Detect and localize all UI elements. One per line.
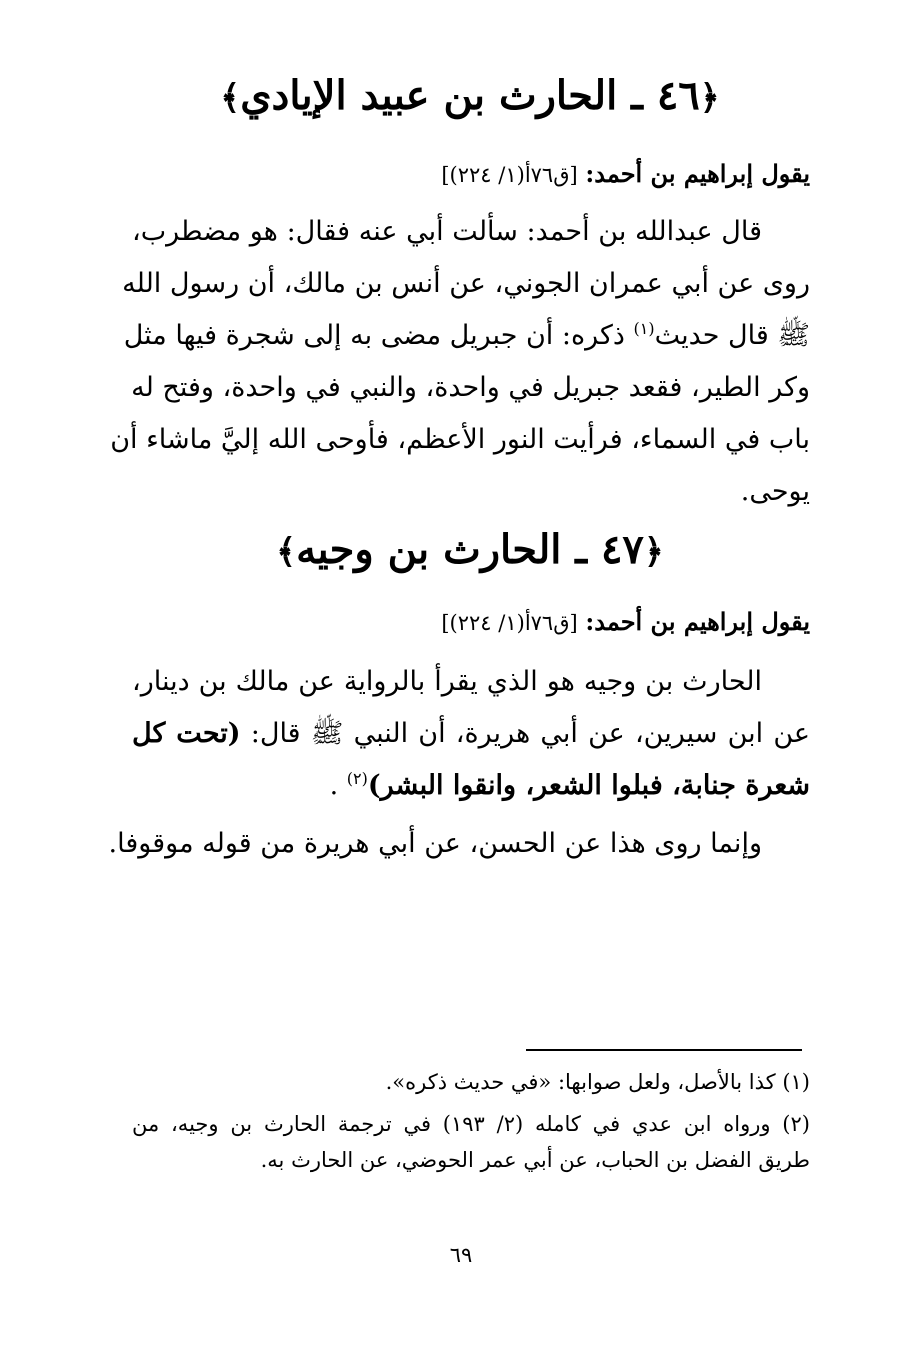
manuscript-reference: [ق٧٦أ(١/ ٢٢٤)] bbox=[441, 611, 578, 635]
ornament-close-icon: ﴾ bbox=[220, 78, 241, 118]
entry-46-paragraph bbox=[110, 206, 810, 518]
entry-47-narrator bbox=[110, 604, 810, 641]
ornament-close-icon: ﴾ bbox=[276, 532, 297, 572]
page-number: ٦٩ bbox=[449, 1243, 473, 1267]
footnote-marker-1: (١) bbox=[633, 319, 655, 338]
paragraph-line: روى عن أبي عمران الجوني، عن أنس بن مالك، أن رسول الله bbox=[122, 268, 810, 299]
entry-47-paragraph bbox=[132, 656, 810, 812]
footnotes bbox=[132, 1064, 810, 1178]
paragraph-line: شعرة جنابة، فبلوا الشعر، وانقوا البشر)$^{(٢)}$ . bbox=[329, 769, 810, 801]
narrator-label: يقول إبراهيم بن أحمد: bbox=[585, 159, 810, 188]
footnote-marker-2: (٢) bbox=[346, 769, 368, 788]
ornament-open-icon: ﴿ bbox=[643, 532, 664, 572]
hadith-text: شعرة جنابة، فبلوا الشعر، وانقوا البشر) bbox=[367, 770, 810, 801]
footnote-1: (١) كذا بالأصل، ولعل صوابها: «في حديث ذكره». bbox=[385, 1070, 810, 1094]
entry-47-paragraph-2 bbox=[108, 818, 810, 870]
footnote-2-continuation: طريق الفضل بن الحباب، عن أبي عمر الحوضي، عن الحارث به. bbox=[260, 1148, 810, 1172]
ornament-open-icon: ﴿ bbox=[699, 78, 720, 118]
paragraph-line: يوحى. bbox=[740, 476, 810, 507]
entry-46-title: ٤٦ ـ الحارث بن عبيد الإيادي bbox=[240, 72, 700, 119]
footnote-separator bbox=[526, 1049, 802, 1051]
paragraph-line: الحارث بن وجيه هو الذي يقرأ بالرواية عن مالك بن دينار، bbox=[132, 666, 762, 697]
entry-46-heading bbox=[120, 68, 820, 126]
entry-47-heading bbox=[120, 522, 820, 580]
paragraph-line: باب في السماء، فرأيت النور الأعظم، فأوحى الله إليَّ ماشاء أن bbox=[110, 424, 810, 455]
entry-47-title: ٤٧ ـ الحارث بن وجيه bbox=[296, 526, 644, 573]
paragraph-line: وإنما روى هذا عن الحسن، عن أبي هريرة من قوله موقوفا. bbox=[108, 828, 762, 859]
paragraph-line: عن ابن سيرين، عن أبي هريرة، أن النبي ﷺ قال: (تحت كل bbox=[132, 718, 810, 749]
hadith-text: (تحت كل bbox=[132, 718, 241, 749]
entry-46-narrator bbox=[110, 156, 810, 193]
paragraph-line: قال عبدالله بن أحمد: سألت أبي عنه فقال: هو مضطرب، bbox=[132, 216, 762, 247]
footnote-2: (٢) ورواه ابن عدي في كامله (٢/ ١٩٣) في ترجمة الحارث بن وجيه، من bbox=[132, 1112, 810, 1136]
paragraph-line: ﷺ قال حديث$^{(١)}$ ذكره: أن جبريل مضى به إلى شجرة فيها مثل bbox=[123, 319, 810, 351]
narrator-label: يقول إبراهيم بن أحمد: bbox=[585, 607, 810, 636]
paragraph-line: وكر الطير، فقعد جبريل في واحدة، والنبي في واحدة، وفتح له bbox=[131, 372, 810, 403]
manuscript-reference: [ق٧٦أ(١/ ٢٢٤)] bbox=[441, 163, 578, 187]
